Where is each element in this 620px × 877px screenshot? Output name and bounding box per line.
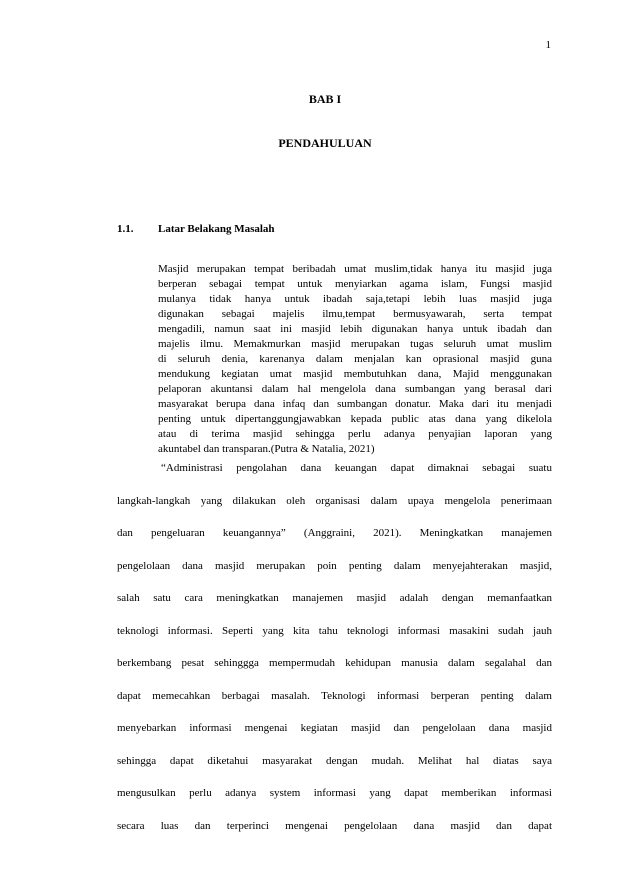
quote-line: pelaporan akuntansi dalam hal mengelola dana sumbangan yang berasal dari [158, 383, 552, 395]
quote-line: mulanya tidak hanya untuk ibadah saja,tetapi lebih luas masjid juga [158, 293, 552, 305]
body-line: sehingga dapat diketahui masyarakat dengan mudah. Melihat hal diatas saya [117, 754, 552, 767]
chapter-subtitle: PENDAHULUAN [278, 136, 372, 150]
quote-line: akuntabel dan transparan.(Putra & Natalia, 2021) [158, 443, 375, 455]
page-number: 1 [545, 39, 551, 51]
body-line: berkembang pesat sehinggga mempermudah kehidupan manusia dalam segalahal dan [117, 657, 552, 669]
quote-line: majelis ilmu. Memakmurkan masjid merupakan tugas seluruh umat muslim [158, 338, 552, 350]
section-heading [117, 223, 275, 235]
quote-line: mendukung kegiatan umat masjid membutuhkan dana, Majid menggunakan [158, 368, 552, 380]
quote-line: Masjid merupakan tempat beribadah umat muslim,tidak hanya itu masjid juga [158, 263, 552, 275]
section-number: 1.1. [117, 223, 134, 235]
body-line: dapat memecahkan berbagai masalah. Teknologi informasi berperan penting dalam [117, 689, 552, 702]
section-title: Latar Belakang Masalah [158, 223, 275, 235]
body-line: salah satu cara meningkatkan manajemen masjid adalah dengan memanfaatkan [117, 592, 552, 604]
body-line: langkah-langkah yang dilakukan oleh organisasi dalam upaya mengelola penerimaan [117, 494, 552, 507]
block-quote [158, 262, 552, 457]
body-line: mengusulkan perlu adanya system informasi yang dapat memberikan informasi [117, 787, 552, 799]
quote-line: di seluruh denia, karenanya dalam menjalan kan oprasional masjid guna [158, 353, 552, 365]
body-line: menyebarkan informasi mengenai kegiatan masjid dan pengelolaan dana masjid [117, 722, 552, 734]
quote-line: atau di terima masjid sehingga perlu adanya penyajian laporan yang [158, 428, 552, 440]
body-line: dan pengeluaran keuangannya” (Anggraini, 2021). Meningkatkan manajemen [117, 527, 552, 539]
body-paragraph [117, 452, 552, 842]
quote-line: penting untuk dipertanggungjawabkan kepada public atas dana yang dikelola [158, 413, 552, 425]
body-line: secara luas dan terperinci mengenai pengelolaan dana masjid dan dapat [117, 819, 552, 832]
body-line: “Administrasi pengolahan dana keuangan dapat dimaknai sebagai suatu [161, 462, 552, 474]
chapter-title: BAB I [308, 92, 342, 106]
quote-line: digunakan sebagai majelis ilmu,tempat bermusyawarah, serta tempat [158, 308, 552, 320]
quote-line: masyarakat berupa dana infaq dan sumbangan donatur. Maka dari itu menjadi [158, 398, 552, 410]
body-line: pengelolaan dana masjid merupakan poin penting dalam menyejahterakan masjid, [117, 559, 552, 572]
quote-line: berperan sebagai tempat untuk menyiarkan agama islam, Fungsi masjid [158, 278, 552, 290]
body-line: teknologi informasi. Seperti yang kita tahu teknologi informasi masakini sudah jauh [117, 624, 552, 637]
quote-line: mengadili, namun saat ini masjid lebih digunakan hanya untuk ibadah dan [158, 323, 552, 335]
